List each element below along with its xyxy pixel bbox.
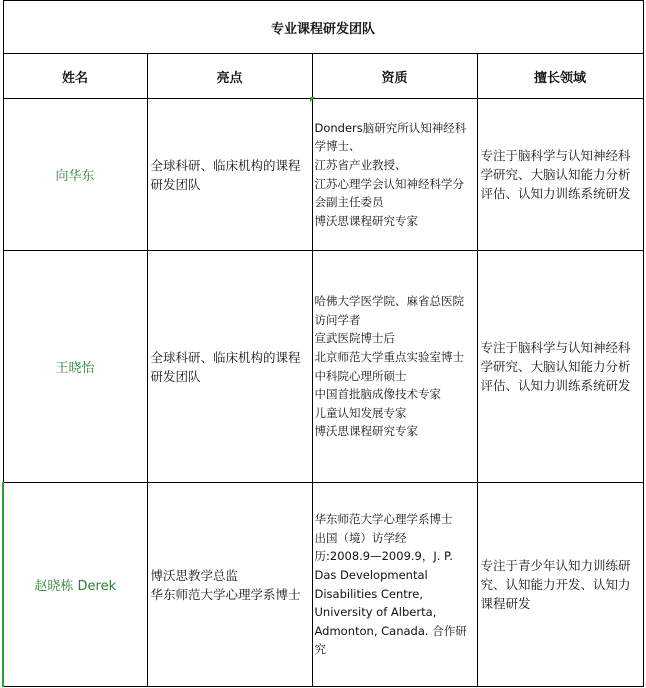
header-expertise[interactable]: 擅长领域 [477,54,643,99]
header-qualifications[interactable]: 资质 [312,54,477,99]
expertise-cell[interactable] [477,483,643,687]
qualification-line: 华东师范大学心理学系博士 [314,512,453,527]
table-row [3,99,643,251]
qualification-line: Admonton, Canada. 合作研 [314,623,467,638]
qualification-line: 博沃思课程研究专家 [314,424,418,439]
name-cell[interactable]: 王晓怡 [3,251,147,483]
highlight-line: 全球科研、临床机构的课程 [150,157,301,173]
qualification-line: 北京师范大学重点实验室博士 [314,349,464,364]
highlight-line: 博沃思教学总监 [150,567,239,583]
qualification-line: 哈佛大学医学院、麻省总医院 [314,294,464,309]
expertise-cell[interactable] [477,251,643,483]
qualification-line: 江苏心理学会认知神经科学分 [314,176,464,191]
expertise-line: 学研究、大脑认知能力分析 [480,359,631,374]
qualification-line: 访问学者 [314,312,361,327]
team-table [2,0,644,687]
qualification-line: 儿童认知发展专家 [314,405,407,420]
expertise-line: 究、认知能力开发、认知力 [480,577,631,592]
qualification-line: 宣武医院博士后 [314,331,395,346]
qualification-line: 学博士、 [314,139,361,154]
header-name[interactable]: 姓名 [3,54,147,99]
qualification-line: 中科院心理所硕士 [314,368,407,383]
qualification-line: Disabilities Centre, [314,586,424,601]
highlight-cell[interactable] [147,99,312,251]
table-title[interactable]: 专业课程研发团队 [3,1,643,54]
table-title-row [3,1,643,54]
highlight-cell[interactable] [147,483,312,687]
qualifications-cell[interactable] [312,99,477,251]
expertise-line: 评估、认知力训练系统研发 [480,378,631,393]
highlight-line: 全球科研、临床机构的课程 [150,349,301,365]
qualifications-cell[interactable] [312,483,477,687]
expertise-line: 评估、认知力训练系统研发 [480,186,631,201]
highlight-line: 研发团队 [150,368,201,384]
qualification-line: 出国（境）访学经 [314,530,407,545]
expertise-line: 专注于青少年认知力训练研 [480,558,631,573]
expertise-line: 课程研发 [480,596,531,611]
qualifications-cell[interactable] [312,251,477,483]
name-cell[interactable]: 向华东 [3,99,147,251]
highlight-cell[interactable] [147,251,312,483]
qualification-line: Das Developmental [314,567,428,582]
qualification-line: 究 [314,642,326,657]
name-cell[interactable]: 赵晓栋 Derek [3,483,147,687]
header-highlight[interactable]: 亮点 [147,54,312,99]
qualification-line: 江苏省产业教授、 [314,157,407,172]
expertise-cell[interactable] [477,99,643,251]
highlight-line: 华东师范大学心理学系博士 [150,586,301,602]
table-row [3,251,643,483]
highlight-line: 研发团队 [150,176,201,192]
expertise-line: 专注于脑科学与认知神经科 [480,340,631,355]
qualification-line: 中国首批脑成像技术专家 [314,387,441,402]
qualification-line: Donders脑研究所认知神经科 [314,120,467,135]
qualification-line: 会副主任委员 [314,195,384,210]
qualification-line: University of Alberta, [314,605,437,620]
expertise-line: 学研究、大脑认知能力分析 [480,167,631,182]
table-row [3,483,643,687]
qualification-line: 博沃思课程研究专家 [314,213,418,228]
qualification-line: 历:2008.9—2009.9，J. P. [314,549,453,564]
header-row [3,54,643,99]
expertise-line: 专注于脑科学与认知神经科 [480,148,631,163]
cell-comment-marker [310,97,315,102]
